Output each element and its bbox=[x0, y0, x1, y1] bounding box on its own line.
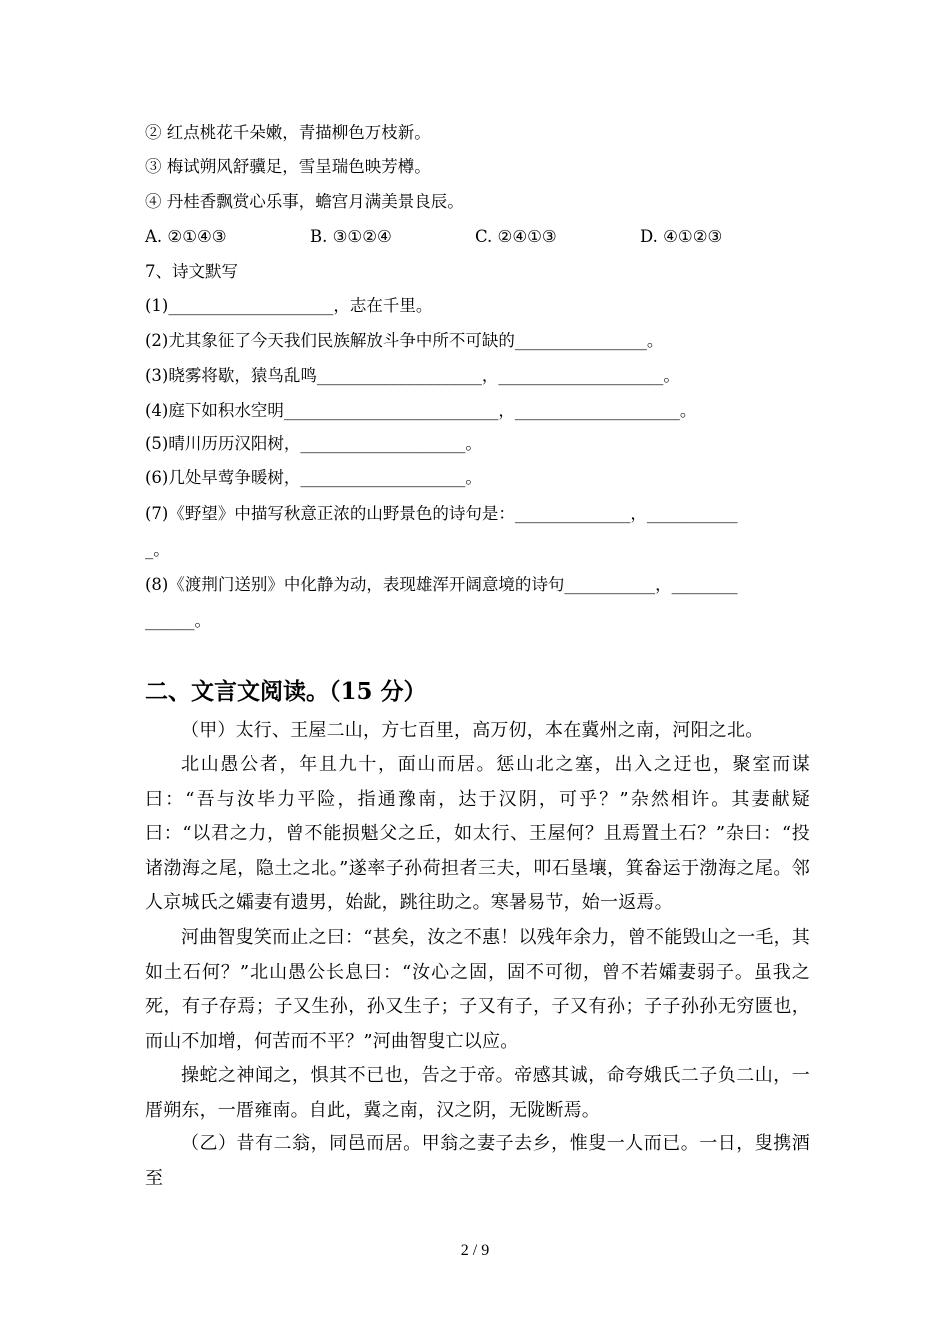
q7-item-3: (3)晓雾将歇，猿鸟乱鸣____________________，____________________。 bbox=[145, 366, 680, 385]
passage-paragraph-4: 操蛇之神闻之，惧其不已也，告之于帝。帝感其诚，命夸娥氏二子负二山，一厝朔东，一厝雍南。自此，冀之南，汉之阴，无陇断焉。 bbox=[145, 1065, 810, 1121]
page-number: 2 / 9 bbox=[460, 1242, 490, 1259]
q7-item-4: (4)庭下如积水空明__________________________，____________________。 bbox=[145, 401, 697, 420]
q7-item-1: (1)____________________，志在千里。 bbox=[145, 296, 433, 315]
passage-paragraph-1: （甲）太行、王屋二山，方七百里，高万仞，本在冀州之南，河阳之北。 bbox=[181, 720, 764, 741]
q7-item-2: (2)尤其象征了今天我们民族解放斗争中所不可缺的________________。 bbox=[145, 331, 664, 350]
option-a: A. ②①④③ bbox=[145, 227, 227, 246]
option-b: B. ③①②④ bbox=[310, 227, 392, 246]
answer-options bbox=[145, 226, 815, 248]
q7-item-7-cont: _。 bbox=[145, 540, 170, 559]
list-item-2: ② 红点桃花千朵嫩，青描柳色万枝新。 bbox=[145, 123, 431, 142]
passage-paragraph-2: 北山愚公者，年且九十，面山而居。惩山北之塞，出入之迂也，聚室而谋曰：“吾与汝毕力平险，指通豫南，达于汉阴，可乎？”杂然相许。其妻献疑曰：“以君之力，曾不能损魁父之丘，如太行、王屋何？且焉置土石？”杂曰：“投诸渤海之尾，隐土之北。”遂率子孙荷担者三夫，叩石垦壤，箕畚运于渤海之尾。邻人京城氏之孀妻有遗男，始龀，跳往助之。寒暑易节，始一返焉。 bbox=[145, 754, 810, 913]
q7-item-8: (8)《渡荆门送别》中化静为动，表现雄浑开阔意境的诗句___________，________ bbox=[145, 575, 738, 594]
passage-paragraph-5: （乙）昔有二翁，同邑而居。甲翁之妻子去乡，惟叟一人而已。一日，叟携酒至 bbox=[145, 1133, 810, 1189]
list-item-3: ③ 梅试朔风舒骥足，雪呈瑞色映芳樽。 bbox=[145, 157, 431, 176]
question-7-title: 7、诗文默写 bbox=[145, 262, 238, 281]
option-d: D. ④①②③ bbox=[640, 227, 723, 246]
list-item-4: ④ 丹桂香飘赏心乐事，蟾宫月满美景良辰。 bbox=[145, 192, 464, 211]
section-heading: 二、文言文阅读。（15 分） bbox=[145, 678, 427, 705]
q7-item-7: (7)《野望》中描写秋意正浓的山野景色的诗句是：______________，___________ bbox=[145, 504, 738, 523]
q7-item-5: (5)晴川历历汉阳树，____________________。 bbox=[145, 434, 482, 453]
option-c: C. ②④①③ bbox=[475, 227, 557, 246]
q7-item-8-cont: ______。 bbox=[145, 611, 211, 630]
passage-paragraph-3: 河曲智叟笑而止之曰：“甚矣，汝之不惠！以残年余力，曾不能毁山之一毛，其如土石何？”北山愚公长息曰：“汝心之固，固不可彻，曾不若孀妻弱子。虽我之死，有子存焉；子又生孙，孙又生子；子又有子，子又有孙；子子孙孙无穷匮也，而山不加增，何苦而不平？”河曲智叟亡以应。 bbox=[145, 927, 810, 1052]
q7-item-6: (6)几处早莺争暖树，____________________。 bbox=[145, 468, 482, 487]
